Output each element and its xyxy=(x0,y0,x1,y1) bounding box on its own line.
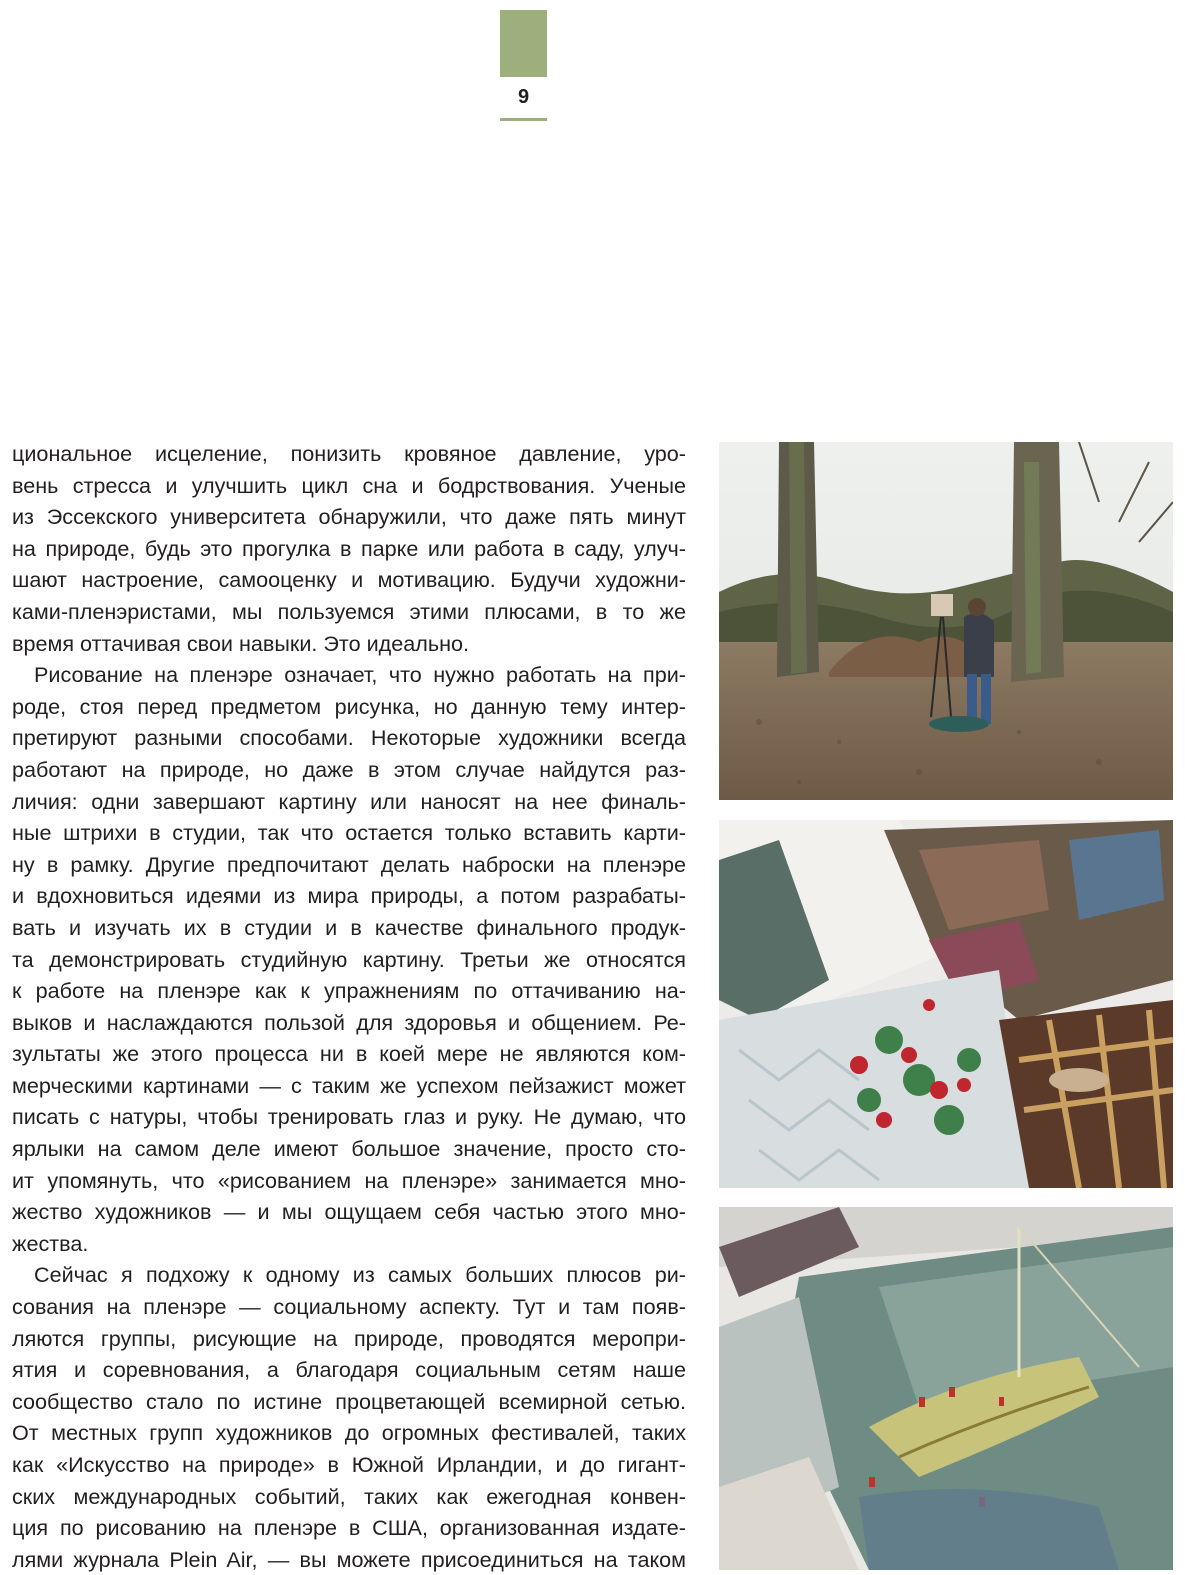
text-line: Рисование на пленэре означает, что нужно работать на при- xyxy=(34,662,686,688)
text-line: лями журнала Plein Air, — вы можете присоединиться на таком xyxy=(12,1546,686,1572)
text-line: ные штрихи в студии, так что остается только вставить карти- xyxy=(12,820,686,846)
text-line: жество художников — и мы ощущаем себя частью этого мно- xyxy=(12,1199,686,1225)
chapter-color-tab xyxy=(500,10,547,77)
text-line: Сейчас я подхожу к одному из самых больших плюсов ри- xyxy=(34,1262,686,1288)
text-line: вать и изучать их в студии и в качестве финального продук- xyxy=(12,914,686,940)
text-line: выков и наслаждаются пользой для здоровья и общением. Ре- xyxy=(12,1009,686,1035)
paragraph-3 xyxy=(12,1259,686,1575)
text-line: ских международных событий, таких как ежегодная конвен- xyxy=(12,1483,686,1509)
text-line: циональное исцеление, понизить кровяное давление, уро- xyxy=(12,441,686,466)
text-line: и вдохновиться идеями из мира природы, а потом разрабаты- xyxy=(12,883,686,909)
text-line: та демонстрировать студийную картину. Третьи же относятся xyxy=(12,946,686,972)
text-line: писать с натуры, чтобы тренировать глаз и руку. Не думаю, что xyxy=(12,1104,686,1130)
text-line: претируют разными способами. Некоторые художники всегда xyxy=(12,725,686,751)
text-line: работают на природе, но даже в этом случае найдутся раз- xyxy=(12,756,686,782)
text-line: личия: одни завершают картину или наносят на нее финаль- xyxy=(12,788,686,814)
text-line: мерческими картинами — с таким же успехом пейзажист может xyxy=(12,1072,686,1098)
text-line: зультаты же этого процесса ни в коей мере не являются ком- xyxy=(12,1041,686,1067)
text-line: ляются группы, рисующие на природе, проводятся меропри- xyxy=(12,1325,686,1351)
text-line: сования на пленэре — социальному аспекту. Тут и там появ- xyxy=(12,1294,686,1320)
text-line: ит упомянуть, что «рисованием на пленэре» занимается мно- xyxy=(12,1167,686,1193)
text-line: из Эссекского университета обнаружили, что даже пять минут xyxy=(12,504,686,530)
text-line: сообщество стало по истине процветающей всемирной сетью. xyxy=(12,1388,686,1414)
text-line: на природе, будь это прогулка в парке или работа в саду, улуч- xyxy=(12,535,686,561)
text-line: шают настроение, самооценку и мотивацию. Будучи художни- xyxy=(12,567,686,593)
text-line: вень стресса и улучшить цикл сна и бодрствования. Ученые xyxy=(12,472,686,498)
photo-boat-painting xyxy=(719,1207,1173,1570)
photo-painting-studies xyxy=(719,820,1173,1188)
page-number: 9 xyxy=(517,86,530,108)
body-text xyxy=(12,438,686,1575)
photo-plein-air-painter xyxy=(719,442,1173,800)
paragraph-1 xyxy=(12,438,686,659)
text-line: роде, стоя перед предметом рисунка, но данную тему интер- xyxy=(12,693,686,719)
text-line: к работе на пленэре как к упражнениям по оттачиванию на- xyxy=(12,978,686,1004)
text-line: время оттачивая свои навыки. Это идеально. xyxy=(12,630,470,656)
page-number-rule xyxy=(500,118,547,121)
text-line: ятия и соревнования, а благодаря социальным сетям наше xyxy=(12,1357,686,1383)
text-line: ну в рамку. Другие предпочитают делать наброски на пленэре xyxy=(12,851,686,877)
text-line: жества. xyxy=(12,1230,89,1256)
text-line: как «Искусство на природе» в Южной Ирландии, и до гигант- xyxy=(12,1452,686,1477)
paragraph-2 xyxy=(12,659,686,1259)
text-line: ция по рисованию на пленэре в США, организованная издате- xyxy=(12,1515,686,1541)
text-line: ярлыки на самом деле имеют большое значение, просто сто- xyxy=(12,1136,686,1162)
text-line: От местных групп художников до огромных фестивалей, таких xyxy=(12,1420,686,1446)
text-line: ками-пленэристами, мы пользуемся этими плюсами, в то же xyxy=(12,598,686,624)
